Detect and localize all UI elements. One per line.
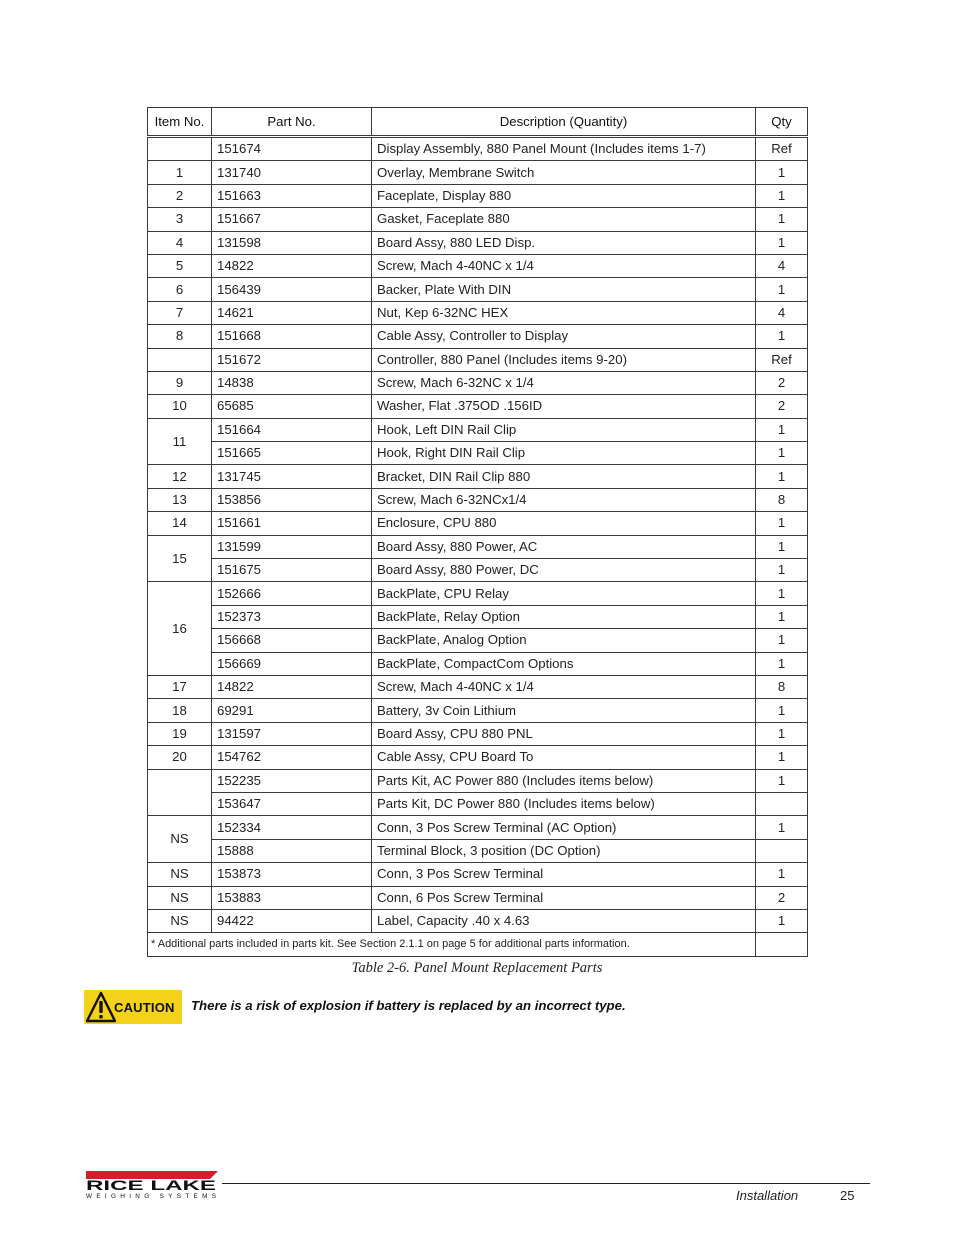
item-no-cell: 16: [148, 582, 212, 676]
qty-cell: 1: [756, 278, 808, 301]
part-no-cell: 131597: [212, 722, 372, 745]
rice-lake-logo: [84, 1169, 218, 1201]
table-row: [148, 512, 808, 535]
header-part-no: Part No.: [212, 108, 372, 137]
table-row: [148, 137, 808, 161]
description-cell: Screw, Mach 4-40NC x 1/4: [372, 254, 756, 277]
item-no-cell: 19: [148, 722, 212, 745]
table-row: [148, 792, 808, 815]
qty-cell: Ref: [756, 137, 808, 161]
item-no-cell: 7: [148, 301, 212, 324]
footnote-cell: * Additional parts included in parts kit. See Section 2.1.1 on page 5 for additional parts information.: [148, 933, 756, 956]
part-no-cell: 131599: [212, 535, 372, 558]
part-no-cell: 94422: [212, 909, 372, 932]
qty-cell: 1: [756, 699, 808, 722]
part-no-cell: 152334: [212, 816, 372, 839]
part-no-cell: 156669: [212, 652, 372, 675]
qty-cell: 1: [756, 559, 808, 582]
footer-section-name: Installation: [736, 1188, 799, 1203]
description-cell: Hook, Left DIN Rail Clip: [372, 418, 756, 441]
part-no-cell: 153856: [212, 488, 372, 511]
description-cell: Cable Assy, CPU Board To: [372, 746, 756, 769]
footnote-empty-cell: [756, 933, 808, 956]
table-header-row: [148, 108, 808, 137]
table-row: [148, 559, 808, 582]
table-row: [148, 184, 808, 207]
item-no-cell: NS: [148, 863, 212, 886]
qty-cell: [756, 839, 808, 862]
footer-rule: [222, 1183, 870, 1184]
part-no-cell: 151665: [212, 442, 372, 465]
description-cell: Washer, Flat .375OD .156ID: [372, 395, 756, 418]
qty-cell: 1: [756, 512, 808, 535]
qty-cell: 1: [756, 652, 808, 675]
table-row: [148, 582, 808, 605]
qty-cell: 1: [756, 208, 808, 231]
warning-icon: [86, 991, 116, 1023]
part-no-cell: 131745: [212, 465, 372, 488]
table-row: [148, 161, 808, 184]
item-no-cell: 15: [148, 535, 212, 582]
table-caption: Table 2-6. Panel Mount Replacement Parts: [351, 960, 603, 976]
item-no-cell: [148, 769, 212, 816]
table-row: [148, 746, 808, 769]
table-row: [148, 488, 808, 511]
description-cell: Display Assembly, 880 Panel Mount (Includes items 1-7): [372, 137, 756, 161]
table-row: [148, 652, 808, 675]
part-no-cell: 14621: [212, 301, 372, 324]
part-no-cell: 131740: [212, 161, 372, 184]
footnote-row: [148, 933, 808, 956]
description-cell: Bracket, DIN Rail Clip 880: [372, 465, 756, 488]
part-no-cell: 15888: [212, 839, 372, 862]
description-cell: Conn, 3 Pos Screw Terminal (AC Option): [372, 816, 756, 839]
item-no-cell: 20: [148, 746, 212, 769]
item-no-cell: 14: [148, 512, 212, 535]
table-row: [148, 301, 808, 324]
part-no-cell: 153647: [212, 792, 372, 815]
description-cell: Terminal Block, 3 position (DC Option): [372, 839, 756, 862]
part-no-cell: 131598: [212, 231, 372, 254]
qty-cell: [756, 792, 808, 815]
part-no-cell: 151664: [212, 418, 372, 441]
table-row: [148, 769, 808, 792]
table-row: [148, 442, 808, 465]
description-cell: Enclosure, CPU 880: [372, 512, 756, 535]
description-cell: Faceplate, Display 880: [372, 184, 756, 207]
qty-cell: 2: [756, 395, 808, 418]
description-cell: BackPlate, Analog Option: [372, 629, 756, 652]
table-row: [148, 348, 808, 371]
description-cell: Battery, 3v Coin Lithium: [372, 699, 756, 722]
item-no-cell: 13: [148, 488, 212, 511]
part-no-cell: 151667: [212, 208, 372, 231]
part-no-cell: 69291: [212, 699, 372, 722]
table-row: [148, 278, 808, 301]
qty-cell: 1: [756, 722, 808, 745]
qty-cell: 1: [756, 605, 808, 628]
item-no-cell: NS: [148, 909, 212, 932]
description-cell: Gasket, Faceplate 880: [372, 208, 756, 231]
item-no-cell: 6: [148, 278, 212, 301]
qty-cell: 1: [756, 769, 808, 792]
header-qty: Qty: [756, 108, 808, 137]
part-no-cell: 151668: [212, 325, 372, 348]
item-no-cell: 5: [148, 254, 212, 277]
part-no-cell: 151661: [212, 512, 372, 535]
part-no-cell: 153873: [212, 863, 372, 886]
table-row: [148, 465, 808, 488]
qty-cell: 4: [756, 301, 808, 324]
qty-cell: 2: [756, 371, 808, 394]
description-cell: Hook, Right DIN Rail Clip: [372, 442, 756, 465]
qty-cell: 1: [756, 863, 808, 886]
qty-cell: 8: [756, 675, 808, 698]
qty-cell: 1: [756, 184, 808, 207]
table-row: [148, 325, 808, 348]
description-cell: Conn, 3 Pos Screw Terminal: [372, 863, 756, 886]
item-no-cell: 17: [148, 675, 212, 698]
table-row: [148, 371, 808, 394]
qty-cell: Ref: [756, 348, 808, 371]
item-no-cell: 18: [148, 699, 212, 722]
item-no-cell: 10: [148, 395, 212, 418]
table-row: [148, 605, 808, 628]
item-no-cell: 1: [148, 161, 212, 184]
table-row: [148, 839, 808, 862]
part-no-cell: 151675: [212, 559, 372, 582]
description-cell: BackPlate, Relay Option: [372, 605, 756, 628]
description-cell: Parts Kit, AC Power 880 (Includes items below): [372, 769, 756, 792]
qty-cell: 1: [756, 629, 808, 652]
qty-cell: 8: [756, 488, 808, 511]
part-no-cell: 14838: [212, 371, 372, 394]
table-row: [148, 909, 808, 932]
description-cell: Board Assy, CPU 880 PNL: [372, 722, 756, 745]
page-number: 25: [840, 1188, 855, 1203]
qty-cell: 1: [756, 535, 808, 558]
caution-text: There is a risk of explosion if battery is replaced by an incorrect type.: [191, 998, 626, 1013]
part-no-cell: 14822: [212, 254, 372, 277]
part-no-cell: 152666: [212, 582, 372, 605]
item-no-cell: 8: [148, 325, 212, 348]
table-row: [148, 863, 808, 886]
table-row: [148, 208, 808, 231]
qty-cell: 2: [756, 886, 808, 909]
item-no-cell: 11: [148, 418, 212, 465]
qty-cell: 1: [756, 161, 808, 184]
description-cell: Nut, Kep 6-32NC HEX: [372, 301, 756, 324]
description-cell: BackPlate, CPU Relay: [372, 582, 756, 605]
description-cell: Parts Kit, DC Power 880 (Includes items below): [372, 792, 756, 815]
logo-wordmark: RICE LAKE: [86, 1177, 216, 1193]
description-cell: Board Assy, 880 LED Disp.: [372, 231, 756, 254]
description-cell: Backer, Plate With DIN: [372, 278, 756, 301]
table-row: [148, 816, 808, 839]
item-no-cell: [148, 137, 212, 161]
item-no-cell: NS: [148, 816, 212, 863]
item-no-cell: 3: [148, 208, 212, 231]
qty-cell: 4: [756, 254, 808, 277]
qty-cell: 1: [756, 418, 808, 441]
item-no-cell: 12: [148, 465, 212, 488]
caution-label: CAUTION: [114, 999, 175, 1015]
table-row: [148, 629, 808, 652]
item-no-cell: [148, 348, 212, 371]
description-cell: Board Assy, 880 Power, DC: [372, 559, 756, 582]
part-no-cell: 156668: [212, 629, 372, 652]
table-row: [148, 886, 808, 909]
part-no-cell: 151674: [212, 137, 372, 161]
table-row: [148, 231, 808, 254]
part-no-cell: 151672: [212, 348, 372, 371]
description-cell: Controller, 880 Panel (Includes items 9-20): [372, 348, 756, 371]
qty-cell: 1: [756, 816, 808, 839]
item-no-cell: 4: [148, 231, 212, 254]
qty-cell: 1: [756, 909, 808, 932]
qty-cell: 1: [756, 325, 808, 348]
item-no-cell: 2: [148, 184, 212, 207]
table-row: [148, 675, 808, 698]
description-cell: Label, Capacity .40 x 4.63: [372, 909, 756, 932]
description-cell: Board Assy, 880 Power, AC: [372, 535, 756, 558]
header-description: Description (Quantity): [372, 108, 756, 137]
table-row: [148, 699, 808, 722]
table-row: [148, 722, 808, 745]
description-cell: Screw, Mach 6-32NC x 1/4: [372, 371, 756, 394]
part-no-cell: 14822: [212, 675, 372, 698]
item-no-cell: 9: [148, 371, 212, 394]
table-row: [148, 254, 808, 277]
header-item-no: Item No.: [148, 108, 212, 137]
description-cell: BackPlate, CompactCom Options: [372, 652, 756, 675]
part-no-cell: 151663: [212, 184, 372, 207]
qty-cell: 1: [756, 442, 808, 465]
part-no-cell: 152235: [212, 769, 372, 792]
part-no-cell: 153883: [212, 886, 372, 909]
table-row: [148, 418, 808, 441]
part-no-cell: 152373: [212, 605, 372, 628]
parts-table: [147, 107, 808, 957]
part-no-cell: 154762: [212, 746, 372, 769]
qty-cell: 1: [756, 465, 808, 488]
description-cell: Screw, Mach 6-32NCx1/4: [372, 488, 756, 511]
qty-cell: 1: [756, 582, 808, 605]
parts-table-body: [148, 137, 808, 957]
table-row: [148, 395, 808, 418]
description-cell: Conn, 6 Pos Screw Terminal: [372, 886, 756, 909]
logo-tagline: WEIGHING SYSTEMS: [86, 1193, 217, 1200]
qty-cell: 1: [756, 746, 808, 769]
table-row: [148, 535, 808, 558]
item-no-cell: NS: [148, 886, 212, 909]
description-cell: Screw, Mach 4-40NC x 1/4: [372, 675, 756, 698]
part-no-cell: 65685: [212, 395, 372, 418]
description-cell: Cable Assy, Controller to Display: [372, 325, 756, 348]
caution-badge: [84, 990, 182, 1024]
qty-cell: 1: [756, 231, 808, 254]
description-cell: Overlay, Membrane Switch: [372, 161, 756, 184]
part-no-cell: 156439: [212, 278, 372, 301]
